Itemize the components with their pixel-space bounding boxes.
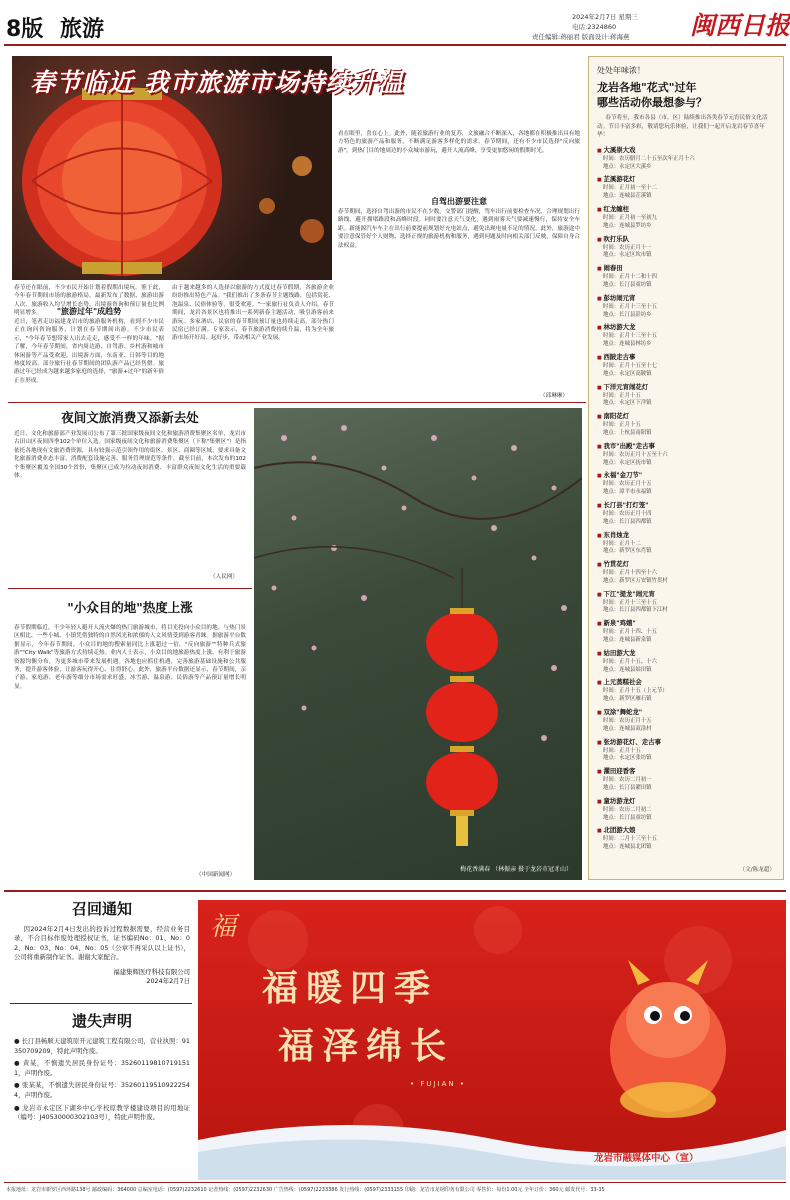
night-bottom-rule (8, 588, 252, 589)
activity-item (597, 619, 775, 645)
ad-banner (198, 900, 786, 1180)
activity-item (597, 826, 775, 852)
activity-time: 时间：农历二月初一 (603, 777, 652, 784)
activity-place: 地点：长汀县四都镇下江村 (603, 607, 668, 614)
lead-title: 春节临近 我市旅游市场持续升温 (30, 68, 404, 97)
activity-item (597, 560, 775, 586)
photo-caption: 梅花香满春 （林振亲 摄于龙岩市冠豸山） (460, 866, 572, 873)
activity-item (597, 442, 775, 468)
activity-place: 地点：永定区大溪乡 (603, 163, 652, 170)
lost-title: 遗失声明 (71, 1012, 132, 1030)
activity-time: 时间：农历腊月二十五至次年正月十六 (603, 155, 695, 162)
niche-title: "小众目的地"热度上涨 (67, 600, 193, 615)
lead-col1: 近日，笔者走访福建龙岩市的旅游服务机构，看到不少市民正在询问咨询服务，计划在春节期间出游。不少市民表示，"今年春节想带家人出去走走，感受不一样的年味。"据了解，今年春节期间，省内周边游、自驾游、乡村游和城市休闲游等产品受欢迎，出境游方面，东南亚、日韩等目的地热度较高，部分旅行社春节期间的团队游产品已经售罄。旅游过年已经成为越来越多家庭的选择，"旅游+过年"的新年俗正在形成。 (14, 319, 164, 384)
activity-time: 时间：二月十三至十五 (603, 836, 657, 843)
recall-body: 因2024年2月4日发出的投诉过程数据需要，经营业务目录，不合目标作废处理授权证书，证书编码No：01、No：02、No：03、No：04、No：05（公章不再采认以上证书），公司将重新制作证书。谢谢大家配合。 (14, 925, 190, 962)
activity-time: 时间：正月十五 (603, 422, 641, 429)
phone: 电话:2324860 (572, 23, 617, 31)
ad-line2: 福泽绵长 (278, 1025, 455, 1067)
recall-org: 福建集辉医疗科技有限公司 (113, 967, 190, 976)
activity-time: 时间：农历正月十一 (603, 244, 652, 251)
activity-place: 地点：上杭县南阳镇 (603, 429, 652, 436)
lead-intro: 春节还在眼前，不少市民开始计划着假期出境玩。鉴于此，今年春节期间市场的旅游格局，最新发布了数据，旅游出游人次、旅游收入均呈增长态势，出境游咨询和预订量也比例明显增多。 (14, 285, 164, 317)
activity-place: 地点：连城县罗坊乡 (603, 222, 652, 229)
activity-time: 时间：正月十五 (603, 392, 641, 399)
activity-name: ■ 下洋元宵闹花灯 (597, 383, 775, 393)
activity-place: 地点：连城县芷溪镇 (603, 193, 652, 200)
activity-name: ■ 吹打乐队 (597, 235, 775, 245)
activity-name: ■ 北团游大娘 (597, 826, 775, 836)
recall-notice (14, 898, 190, 998)
activity-time: 时间：农历二月初二 (603, 806, 652, 813)
activity-item (597, 294, 775, 320)
activity-place: 地点：连城县姑田镇 (603, 666, 652, 673)
activity-place: 地点：连城县北团镇 (603, 844, 652, 851)
sidebar-title: 龙岩各地"花式"过年 哪些活动你最想参与？ (597, 81, 707, 109)
lost-list (14, 1037, 190, 1123)
activity-place: 地点：连城县双涂村 (603, 725, 652, 732)
activity-item (597, 412, 775, 438)
issue-date: 2024年2月7日 星期三 (572, 13, 638, 21)
activity-name: ■ 红龙缠柱 (597, 205, 775, 215)
activity-item (597, 471, 775, 497)
night-body: 近日，文化和旅游部产业发展司公布了第三批国家级夜间文化和旅游消费集聚区名单，龙岩市古田山区夜间四季102个单位入选。国家级夜间文化和旅游消费集聚区（下称"集聚区"）是指依托各地现有文旅消费资源，具有较强示范引领作用的街区、景区、商圈等区域，要求具备文化旅游消费业态丰富、消费配套设施完善、服务管理规范等条件。截至目前，本次发布的102个集聚区覆盖全国30个省份，集聚区已成为拉动夜间消费、丰富群众夜间文化生活的重要载体。 (14, 431, 246, 480)
activity-place: 地点：长汀县濯田镇 (603, 785, 652, 792)
activity-time: 时间：正月十五至十七 (603, 362, 657, 369)
activity-item (597, 235, 775, 261)
activity-item (597, 146, 775, 172)
activity-name: ■ 我市"出殿"走古事 (597, 442, 775, 452)
activity-time: 时间：正月十五 (603, 747, 641, 754)
activity-time: 时间：正月十四至十六 (603, 570, 657, 577)
sidebar-credit: （文/陈龙超） (739, 867, 775, 873)
activity-place: 地点：永定区抚市镇 (603, 459, 652, 466)
activity-name: ■ 长汀县"打灯笼" (597, 501, 775, 511)
activity-name: ■ 姑田游大龙 (597, 649, 775, 659)
lead-col4: 春节期间，选择自驾出游的市民不在少数。交警部门提醒，驾车出行前要检查车况，合理规划出行路线，避开拥堵路段和高峰时段。同时要注意天气变化，遇到雨雾天气要减速慢行，保持安全车距。新能源汽车车主在出行前要提前规划好充电站点，避免出现电量不足的情况。此外，旅游途中要注意保管好个人财物，选择正规的旅游机构和服务，遇到问题及时向相关部门反映，保障自身合法权益。 (338, 209, 580, 249)
lost-item: ● 龙岩市永定区下湖乡中心学校原教学楼建设项目的用地证（编号：J40530000302103号），特此声明作废。 (14, 1103, 190, 1122)
activity-name: ■ 永福"金刀节" (597, 471, 775, 481)
activity-time: 时间：农历正月十五 (603, 718, 652, 725)
recall-divider (10, 1003, 192, 1004)
activity-place: 地点：漳平市永福镇 (603, 489, 652, 496)
ad-line1: 福暖四季 (262, 967, 439, 1009)
activity-item (597, 531, 775, 557)
activity-place: 地点：永定区高陂镇 (603, 370, 652, 377)
activity-place: 地点：新罗区雁石镇 (603, 696, 652, 703)
activity-item (597, 678, 775, 704)
activity-item (597, 323, 775, 349)
activity-place: 地点：长汀县童坊镇 (603, 281, 652, 288)
masthead (0, 0, 790, 46)
activity-name: ■ 闹春田 (597, 264, 775, 274)
activity-item (597, 590, 775, 616)
night-title: 夜间文旅消费又添新去处 (61, 410, 199, 425)
footer-info: 本报地址：龙岩市新罗区西环路138号 邮政编码：364000 总编室电话：(0597)2232610 记者热线：(0597)2232630 广告热线：(0597)2233386 发行热线：(0597)2333155 印刷：龙岩市龙钢印务有限公司 零售价：每份1.00元 全年订价：360元 邮发代号：33-35 (6, 1187, 605, 1193)
lost-item: ● 黄某，不慎遗失居民身份证号：352601198107191511，声明作废。 (14, 1059, 190, 1077)
plum-blossom-lanterns (254, 408, 582, 880)
footer-rule (4, 1182, 786, 1183)
activity-name: ■ 彭坊闹元宵 (597, 294, 775, 304)
activity-name: ■ 双涂"舞蛇龙" (597, 708, 775, 718)
activity-place: 地点：长汀县童坊镇 (603, 814, 652, 821)
activity-item (597, 708, 775, 734)
activity-list (597, 146, 775, 852)
activity-item (597, 264, 775, 290)
page-number: 8版 (6, 17, 44, 42)
activity-time: 时间：农历正月十四 (603, 510, 652, 517)
activity-time: 时间：正月十三至十五 (603, 303, 657, 310)
activity-item (597, 501, 775, 527)
activity-time: 时间：正月十二 (603, 540, 641, 547)
newspaper-logo: 闽西日报 (690, 11, 790, 40)
activity-place: 地点：新罗区东肖镇 (603, 548, 652, 555)
activity-name: ■ 西陂走古事 (597, 353, 775, 363)
activity-item (597, 649, 775, 675)
activity-item (597, 383, 775, 409)
lead-col3: 看在眼里，喜在心上。此外，随着旅游行业的复苏，文旅融合不断深入，各地都在积极推出具有地方特色的旅游产品和服务，不断满足游客多样化的需求。春节期间，还有不少市民选择"反向旅游"，到热门目的地周边的小众城市游玩，避开人流高峰，享受更加悠闲的假期时光。 (338, 131, 580, 154)
activity-place: 地点：连城县林坊乡 (603, 341, 652, 348)
activity-item (597, 175, 775, 201)
sidebar-tag: 处处年味浓！ (597, 66, 645, 75)
masthead-rule (4, 44, 786, 46)
activity-name: ■ 上元蒸糕社会 (597, 678, 775, 688)
activity-item (597, 205, 775, 231)
activity-place: 地点：新罗区万安镇竹贯村 (603, 577, 668, 584)
ad-org: 龙岩市融媒体中心（宣） (594, 1153, 699, 1164)
lost-item: ● 长汀县畅顺天建筑原开元建筑工程有限公司，营业执照：91350709209，特此声明作废。 (14, 1037, 190, 1055)
lead-bottom-rule (8, 402, 586, 403)
activity-time: 时间：正月十二和十四 (603, 274, 657, 281)
activity-name: ■ 南阳花灯 (597, 412, 775, 422)
activity-name: ■ 竹贯花灯 (597, 560, 775, 570)
activity-name: ■ 芷溪游花灯 (597, 175, 775, 185)
editors: 责任编辑:蒋丽君 版面设计:蒋海燕 (532, 33, 630, 41)
activity-name: ■ 大溪崇大戏 (597, 146, 775, 156)
activity-place: 地点：永定区下洋镇 (603, 400, 652, 407)
section-name: 旅游 (60, 17, 105, 42)
activity-place: 地点：永定区坎市镇 (603, 252, 652, 259)
lead-credit: （邱琳琳） (540, 393, 568, 399)
activity-time: 时间：正月十五、十六 (603, 658, 657, 665)
recall-title: 召回通知 (71, 900, 132, 918)
niche-body: 春节假期临近，不少年轻人避开人流火爆的热门旅游城市，将目光投向小众目的地。与热门景区相比，一些小城、小镇凭借独特的自然风光和浓郁的人文风情受到游客青睐。据旅游平台数据显示，今年春节期间，小众目的地的搜索量同比上涨超过一倍，"反向旅游""特种兵式旅游""City Walk"等旅游方式持续走热。业内人士表示，小众目的地旅游热度上涨，有利于旅游资源均衡分布，为更多城市带来发展机遇。各地也应抓住机遇，完善旅游基础设施和公共服务，提升游客体验，让游客玩得开心、住得舒心。此外，旅游平台数据还显示，春节期间，亲子游、家庭游、老年游等细分市场需求旺盛，冰雪游、温泉游、民俗游等产品预订量增长明显。 (14, 625, 246, 690)
lead-subtitle2: 自驾出游要注意 (431, 197, 487, 206)
activity-name: ■ 新泉"鸡嬉" (597, 619, 775, 629)
lead-subtitle1: "旅游过年"成趋势 (56, 307, 122, 316)
content-bottom-rule (4, 890, 786, 892)
activity-place: 地点：长汀县彭坊乡 (603, 311, 652, 318)
activity-name: ■ 张坊游花灯、走古事 (597, 738, 775, 748)
activity-item (597, 353, 775, 379)
lost-item: ● 张某某，不慎遗失居民身份证号：352601195109222544，声明作废。 (14, 1081, 190, 1099)
activity-time: 时间：正月初一至初九 (603, 214, 657, 221)
activity-name: ■ 下江"提龙"闹元宵 (597, 590, 775, 600)
activity-place: 地点：永定区张坊镇 (603, 755, 652, 762)
ad-fujian: • FUJIAN • (410, 1080, 467, 1088)
activity-place: 地点：连城县新泉镇 (603, 637, 652, 644)
recall-date: 2024年2月7日 (146, 976, 190, 985)
activity-name: ■ 濯田迎香客 (597, 767, 775, 777)
sidebar-box (588, 56, 784, 880)
plum-photo (254, 408, 582, 880)
night-credit: （人民网） (210, 574, 238, 580)
activity-time: 时间：正月初一至十二 (603, 185, 657, 192)
activity-item (597, 797, 775, 823)
lead-title-banner (12, 66, 572, 100)
fu-character-icon: 福 (210, 912, 237, 942)
lead-col2: 由于越来越多的人选择以旅游的方式度过春节假期，各旅游企业纷纷推出特色产品。"我们推出了多条春节主题线路，包括赏花、泡温泉、民俗体验等，很受欢迎。"一家旅行社负责人介绍，春节期间，龙岩各景区也将推出一系列新春主题活动，吸引游客前来游玩。多家酒店、民宿的春节期间预订量也持续走高，部分热门民宿已经订满。专家表示，春节旅游消费持续升温，将为全年旅游市场开好局、起好步，带动相关产业发展。 (172, 285, 334, 342)
activity-item (597, 738, 775, 764)
activity-time: 时间：正月十三至十五 (603, 599, 657, 606)
lost-statement (14, 1010, 190, 1180)
activity-name: ■ 林坊游大龙 (597, 323, 775, 333)
activity-time: 时间：农历正月十五 (603, 481, 652, 488)
niche-credit: （中国新闻网） (196, 872, 236, 878)
activity-name: ■ 东肖烛龙 (597, 531, 775, 541)
activity-time: 时间：正月十五（上元节） (603, 688, 668, 695)
activity-place: 地点：长汀县四都镇 (603, 518, 652, 525)
activity-time: 时间：正月十三至十五 (603, 333, 657, 340)
sidebar-intro: 春节将至，我市各县（市、区）陆续推出各类春节元宵民俗文化活动。节日丰富多彩，敬请您玩乐体验，让我们一起开启龙岩春节喜年华！ (597, 115, 768, 139)
activity-time: 时间：正月十四、十五 (603, 629, 657, 636)
activity-time: 时间：农历正月十五至十六 (603, 451, 668, 458)
activity-name: ■ 童坊游龙灯 (597, 797, 775, 807)
activity-item (597, 767, 775, 793)
